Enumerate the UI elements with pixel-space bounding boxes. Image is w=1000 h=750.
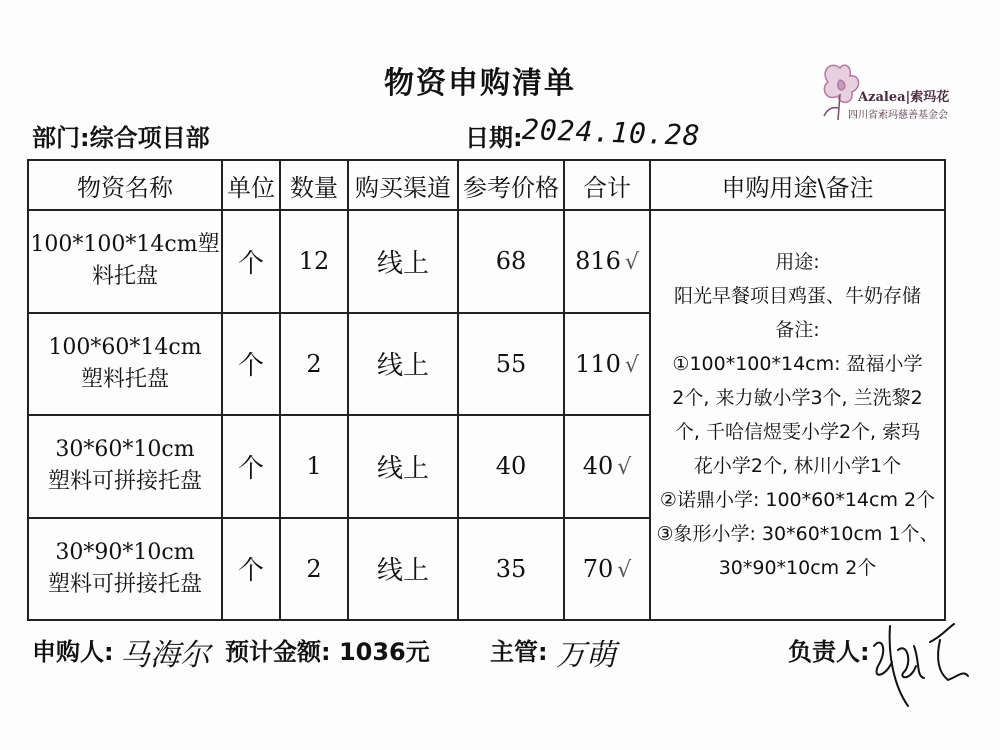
item-name-line: 塑料可拼接托盘 bbox=[47, 469, 202, 495]
logo-subtitle: 四川省索玛慈善基金会 bbox=[848, 110, 948, 121]
total-cell bbox=[564, 210, 650, 313]
price-cell: 40 bbox=[458, 415, 564, 518]
remark-line: ③象形小学: 30*60*10cm 1个、 bbox=[656, 523, 939, 545]
qty-cell: 12 bbox=[280, 210, 348, 313]
col-header-unit: 单位 bbox=[222, 160, 280, 210]
supervisor-label: 主管: bbox=[490, 638, 548, 666]
price-cell: 68 bbox=[458, 210, 564, 313]
item-name-line: 30*60*10cm bbox=[55, 437, 195, 463]
remark-line: ①100*100*14cm: 盈福小学 bbox=[672, 353, 923, 375]
col-header-name: 物资名称 bbox=[28, 160, 222, 210]
item-name-line: 100*60*14cm bbox=[48, 334, 202, 360]
channel-cell: 线上 bbox=[348, 518, 458, 621]
remark-line: 阳光早餐项目鸡蛋、牛奶存储 bbox=[673, 285, 921, 307]
unit-cell: 个 bbox=[222, 313, 280, 416]
remark-line: 2个, 来力敏小学3个, 兰洗黎2 bbox=[672, 387, 923, 409]
estimated-amount: 预计金额: 1036元 bbox=[225, 638, 430, 666]
item-name-line: 塑料托盘 bbox=[80, 366, 169, 392]
check-mark: √ bbox=[617, 557, 632, 583]
price-cell: 55 bbox=[458, 313, 564, 416]
item-name-cell bbox=[28, 518, 222, 621]
department-label: 部门:综合项目部 bbox=[32, 124, 210, 152]
price-cell: 35 bbox=[458, 518, 564, 621]
total-cell bbox=[564, 313, 650, 416]
check-mark: √ bbox=[624, 352, 639, 378]
item-name-line: 100*100*14cm塑 bbox=[30, 232, 220, 258]
total-value: 40 bbox=[582, 452, 614, 481]
col-header-price: 参考价格 bbox=[458, 160, 564, 210]
date-label: 日期: bbox=[465, 124, 523, 152]
purchase-table bbox=[27, 159, 946, 621]
remark-line: 花小学2个, 林川小学1个 bbox=[693, 455, 902, 477]
item-name-cell bbox=[28, 313, 222, 416]
item-name-line: 塑料可拼接托盘 bbox=[47, 571, 202, 597]
handwritten-date: 2024.10.28 bbox=[521, 112, 702, 153]
qty-cell: 2 bbox=[280, 518, 348, 621]
col-header-channel: 购买渠道 bbox=[348, 160, 458, 210]
logo-brand-text: Azalea|索玛花 bbox=[858, 90, 950, 105]
channel-cell: 线上 bbox=[348, 210, 458, 313]
col-header-total: 合计 bbox=[564, 160, 650, 210]
total-cell bbox=[564, 518, 650, 621]
applicant-label: 申购人: bbox=[32, 638, 114, 666]
total-cell bbox=[564, 415, 650, 518]
table-header-row bbox=[28, 160, 945, 210]
item-name-line: 料托盘 bbox=[91, 264, 158, 290]
remark-line: ②诺鼎小学: 100*60*14cm 2个 bbox=[659, 489, 936, 511]
remark-line: 个, 千哈信煜雯小学2个, 索玛 bbox=[674, 421, 921, 443]
total-value: 816 bbox=[575, 247, 621, 276]
check-mark: √ bbox=[624, 250, 639, 276]
check-mark: √ bbox=[617, 455, 632, 481]
document-title: 物资申购清单 bbox=[384, 66, 576, 101]
remark-line: 30*90*10cm 2个 bbox=[718, 557, 877, 579]
applicant-signature: 马海尔 bbox=[120, 638, 210, 673]
responsible-label: 负责人: bbox=[788, 638, 870, 666]
unit-cell: 个 bbox=[222, 518, 280, 621]
item-name-cell bbox=[28, 210, 222, 313]
channel-cell: 线上 bbox=[348, 313, 458, 416]
total-value: 70 bbox=[582, 554, 614, 583]
remark-cell bbox=[650, 210, 945, 620]
qty-cell: 2 bbox=[280, 313, 348, 416]
col-header-remark: 申购用途\备注 bbox=[650, 160, 945, 210]
item-name-cell bbox=[28, 415, 222, 518]
unit-cell: 个 bbox=[222, 210, 280, 313]
item-name-line: 30*90*10cm bbox=[55, 539, 195, 565]
col-header-qty: 数量 bbox=[280, 160, 348, 210]
unit-cell: 个 bbox=[222, 415, 280, 518]
supervisor-signature: 万萌 bbox=[556, 638, 616, 673]
total-value: 110 bbox=[575, 349, 621, 378]
responsible-signature-scribble bbox=[868, 606, 978, 716]
remark-line: 用途: bbox=[775, 251, 820, 273]
channel-cell: 线上 bbox=[348, 415, 458, 518]
qty-cell: 1 bbox=[280, 415, 348, 518]
table-row bbox=[28, 210, 945, 313]
remark-line: 备注: bbox=[775, 319, 820, 341]
foundation-logo bbox=[800, 58, 960, 130]
